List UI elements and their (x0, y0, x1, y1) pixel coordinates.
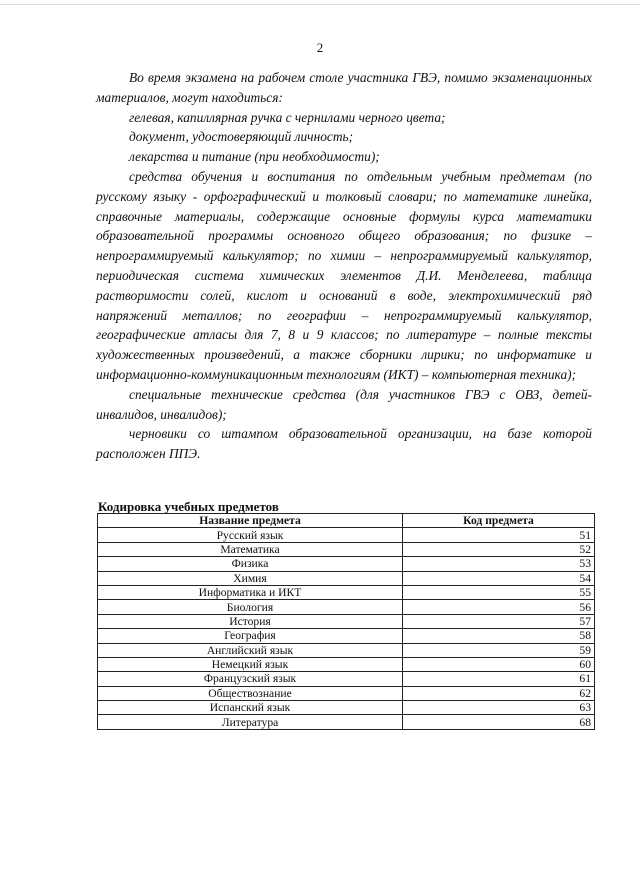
table-row (98, 657, 595, 671)
subject-code-cell: 58 (403, 629, 595, 643)
table-row (98, 686, 595, 700)
subject-name-cell: Информатика и ИКТ (98, 585, 403, 599)
subject-name-cell: Обществознание (98, 686, 403, 700)
page-top-edge (0, 4, 640, 5)
header-subject-name: Название предмета (98, 514, 403, 528)
paragraph: гелевая, капиллярная ручка с чернилами черного цвета; (129, 109, 446, 125)
subject-name-cell: Немецкий язык (98, 657, 403, 671)
paragraph: специальные технические средства (для участников ГВЭ с ОВЗ, детей-инвалидов, инвалидов); (96, 386, 592, 422)
header-subject-code: Код предмета (403, 514, 595, 528)
subject-code-cell: 59 (403, 643, 595, 657)
subject-codes-table (97, 513, 595, 730)
table-row (98, 672, 595, 686)
subject-code-cell: 54 (403, 571, 595, 585)
table-row (98, 571, 595, 585)
table-row (98, 585, 595, 599)
paragraph: черновики со штампом образовательной организации, на базе которой расположен ППЭ. (96, 426, 592, 462)
subject-code-cell: 63 (403, 701, 595, 715)
table-row (98, 629, 595, 643)
table-row (98, 542, 595, 556)
subject-code-cell: 57 (403, 614, 595, 628)
table-row (98, 614, 595, 628)
table-title: Кодировка учебных предметов (98, 499, 279, 514)
table-row (98, 600, 595, 614)
subject-name-cell: Биология (98, 600, 403, 614)
subject-name-cell: История (98, 614, 403, 628)
table-row (98, 528, 595, 542)
subject-code-cell: 56 (403, 600, 595, 614)
subject-name-cell: Русский язык (98, 528, 403, 542)
subject-name-cell: Литература (98, 715, 403, 729)
paragraph: средства обучения и воспитания по отдельным учебным предметам (по русскому языку - орфографический и толковый словари; по математике линейка, справочные материалы, содержащие основные формулы курса математики образовательной программы основного общего образования; по физике – непрограммируемый калькулятор; по химии – непрограммируемый калькулятор, периодическая система химических элементов Д.И. Менделеева, таблица растворимости солей, кислот и оснований в воде, электрохимический ряд напряжений металлов; по географии – непрограммируемый калькулятор, географические атласы для 7, 8 и 9 классов; по литературе – полные тексты художественных произведений, а также сборники лирики; по информатике и информационно-коммуникационным технологиям (ИКТ) – компьютерная техника); (96, 168, 592, 382)
subject-code-cell: 52 (403, 542, 595, 556)
subject-code-cell: 55 (403, 585, 595, 599)
subject-name-cell: Химия (98, 571, 403, 585)
subject-code-cell: 51 (403, 528, 595, 542)
page-number: 2 (316, 40, 324, 55)
subject-code-cell: 62 (403, 686, 595, 700)
paragraph: лекарства и питание (при необходимости); (129, 149, 380, 165)
subject-code-cell: 53 (403, 557, 595, 571)
subject-code-cell: 61 (403, 672, 595, 686)
table-row (98, 643, 595, 657)
document-body (96, 68, 592, 464)
subject-name-cell: Физика (98, 557, 403, 571)
subject-code-cell: 60 (403, 657, 595, 671)
subject-name-cell: Французский язык (98, 672, 403, 686)
subject-code-cell: 68 (403, 715, 595, 729)
paragraph: документ, удостоверяющий личность; (129, 129, 354, 145)
table-row (98, 701, 595, 715)
table-row (98, 715, 595, 729)
subject-name-cell: Английский язык (98, 643, 403, 657)
subject-name-cell: Математика (98, 542, 403, 556)
subject-name-cell: География (98, 629, 403, 643)
table-header-row (98, 514, 595, 528)
table-row (98, 557, 595, 571)
subject-name-cell: Испанский язык (98, 701, 403, 715)
paragraph: Во время экзамена на рабочем столе участника ГВЭ, помимо экзаменационных материалов, могут находиться: (96, 70, 592, 105)
